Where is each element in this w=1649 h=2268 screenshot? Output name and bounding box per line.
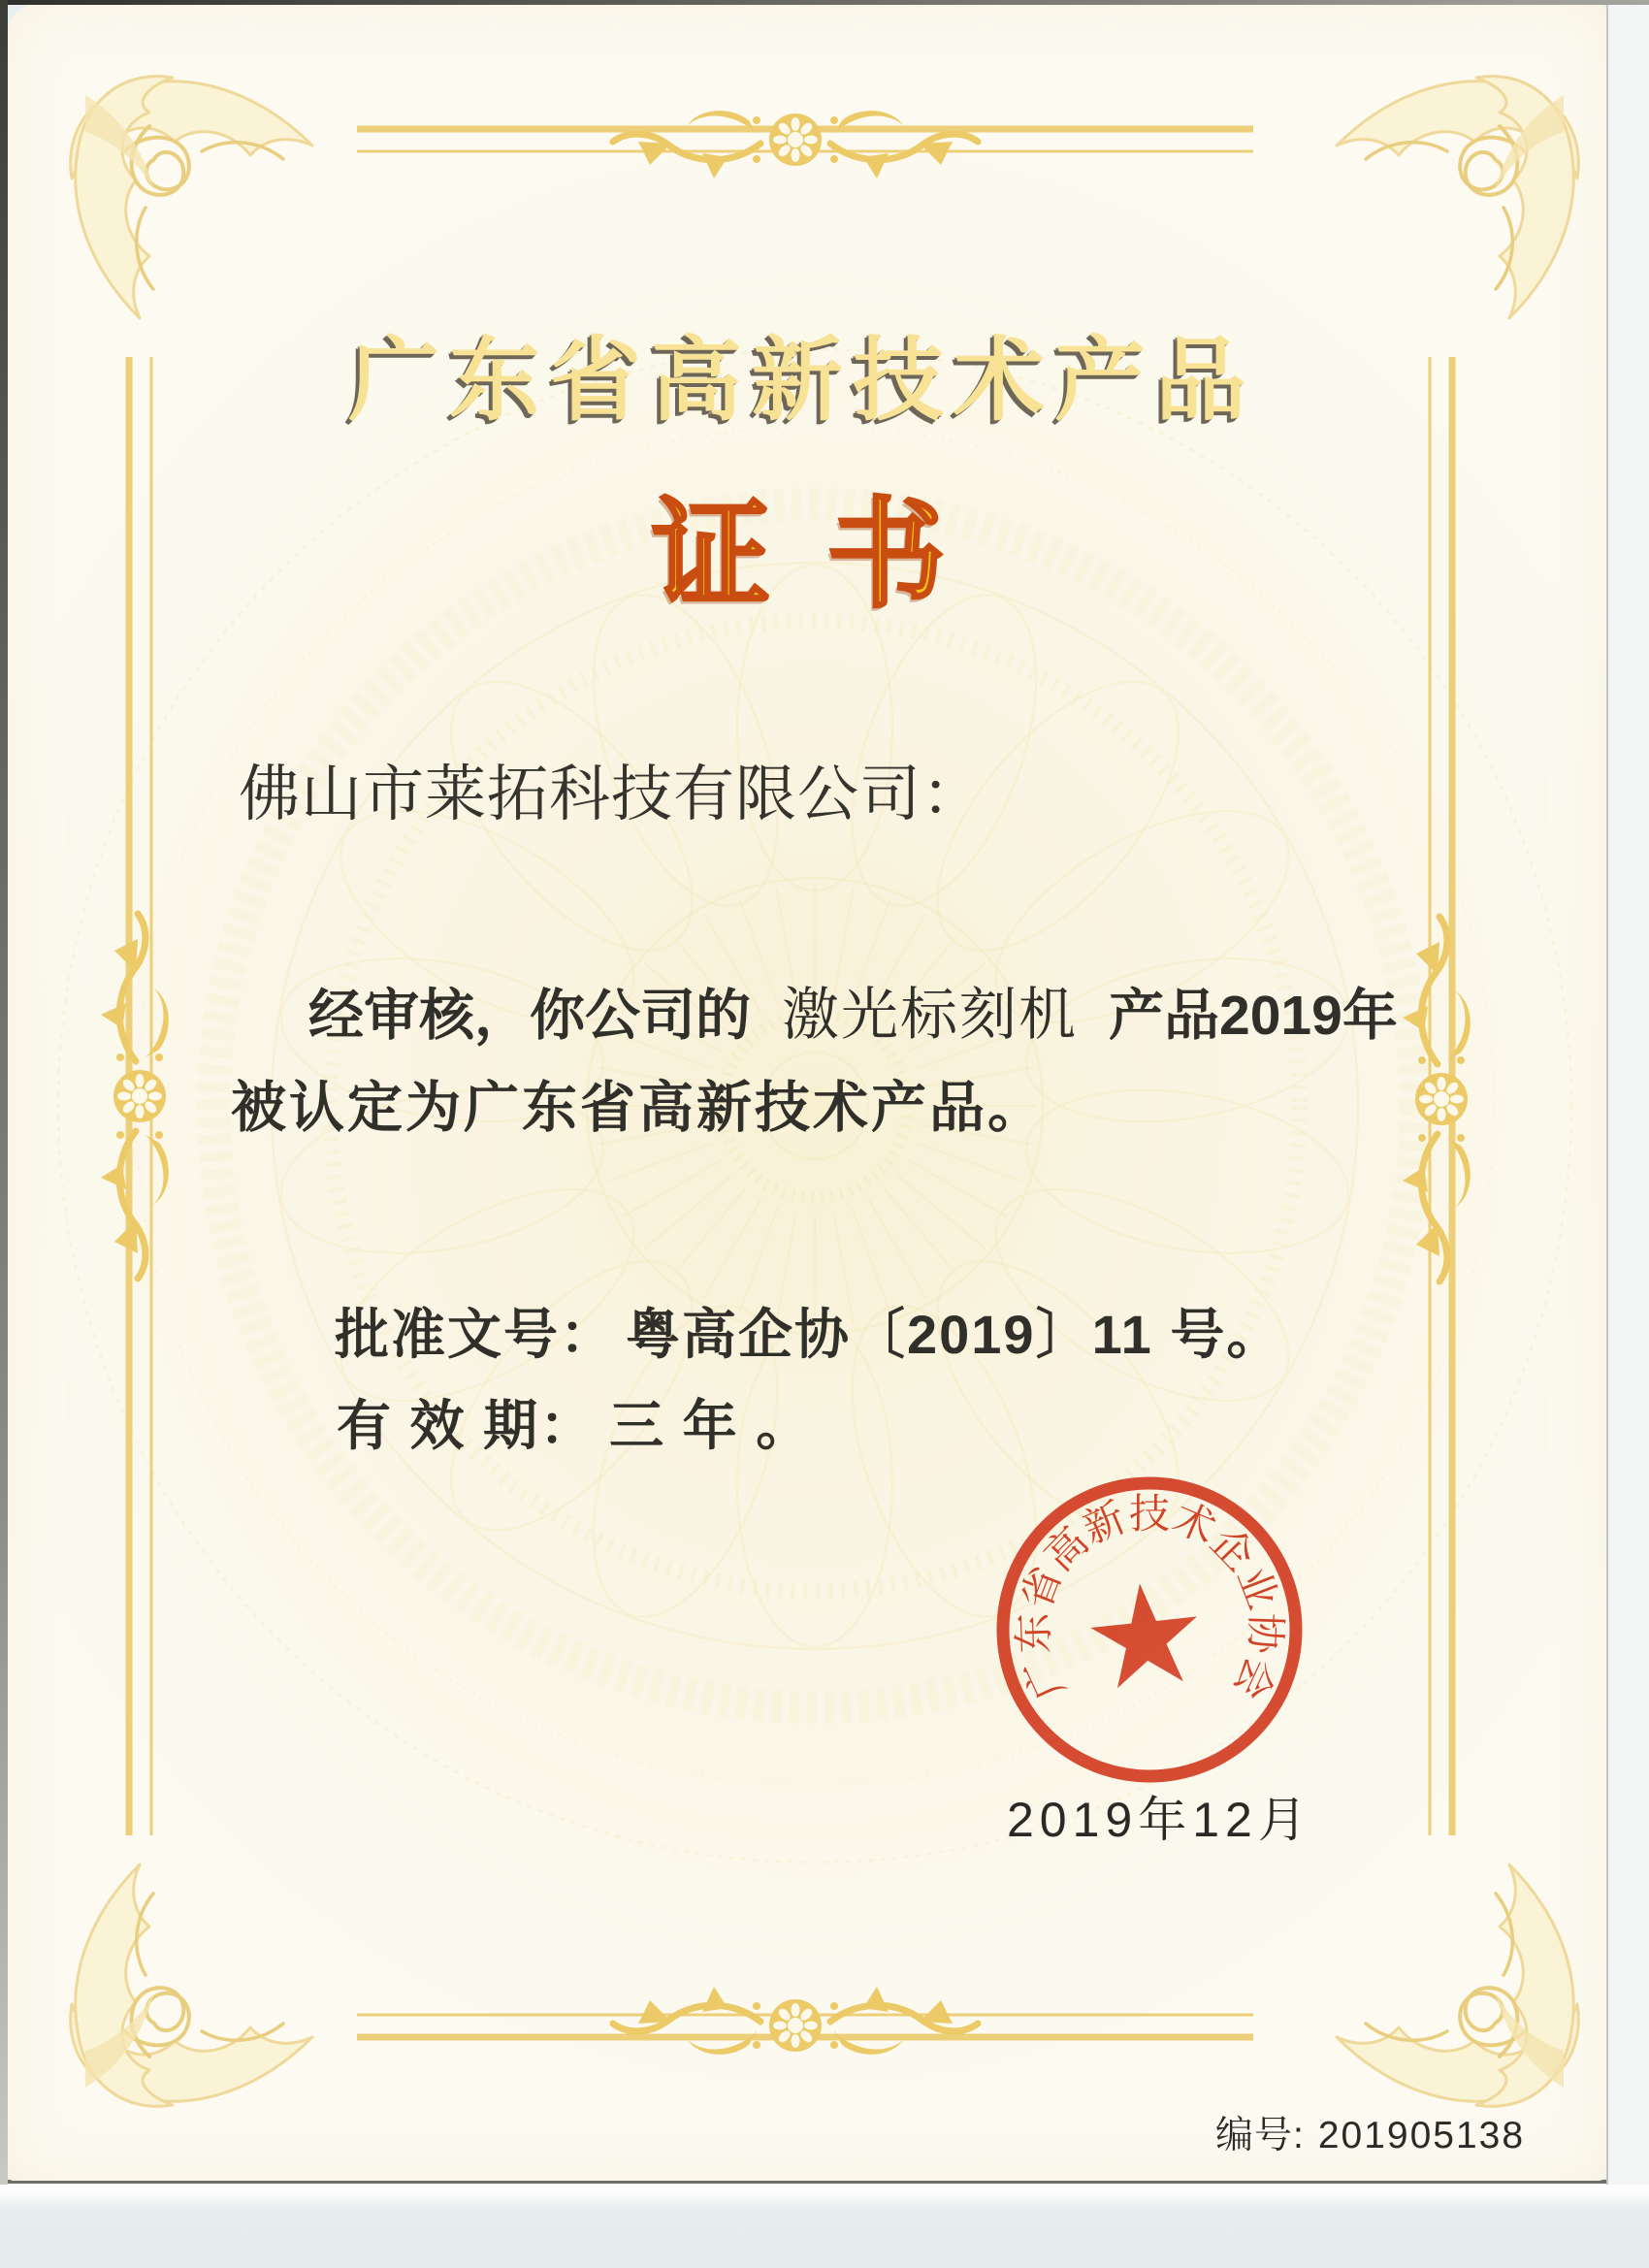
product-name: 激光标刻机 — [782, 983, 1079, 1047]
scanner-background — [0, 2184, 1649, 2268]
certificate-title: 广东省高新技术产品 — [347, 329, 1256, 431]
certificate-subtitle: 证 书 — [652, 491, 959, 622]
issue-date: 2019年12月 — [1007, 1793, 1312, 1847]
official-seal — [980, 1460, 1319, 1799]
validity-line — [337, 1383, 812, 1461]
star-icon — [1086, 1578, 1204, 1691]
validity-label: 有 效 期： — [337, 1395, 597, 1456]
audit-prefix: 经审核，你公司的 — [308, 985, 751, 1047]
approval-label: 批准文号： — [335, 1304, 616, 1365]
serial-number-line — [1215, 2105, 1525, 2159]
approval-number-line — [335, 1292, 1282, 1370]
body-line-2: 被认定为广东省高新技术产品。 — [231, 1077, 1046, 1139]
body-line-1 — [308, 968, 1398, 1051]
approval-value: 粤高企协〔2019〕11 号。 — [626, 1304, 1283, 1365]
serial-number: 201905138 — [1317, 2115, 1526, 2156]
serial-label: 编号: — [1215, 2115, 1305, 2156]
company-name: 佛山市莱拓科技有限公司： — [239, 761, 984, 828]
seal-text: 广东省高新技术企业协会 — [1012, 1492, 1287, 1706]
validity-value: 三 年 。 — [609, 1395, 813, 1456]
audit-suffix: 产品2019年 — [1109, 985, 1398, 1047]
scanner-right-strip — [1606, 0, 1649, 2185]
